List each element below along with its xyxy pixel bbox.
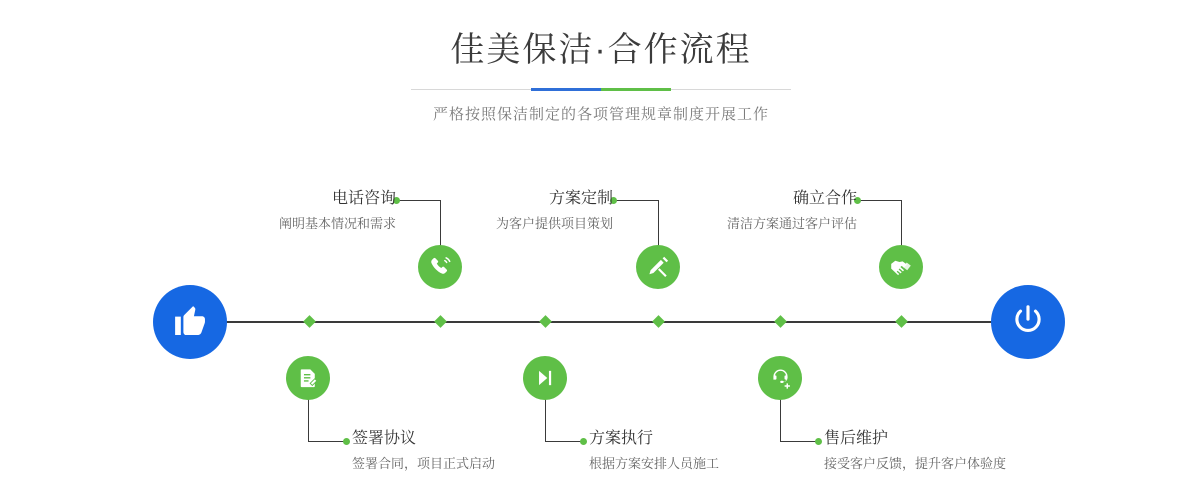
step-title: 签署协议	[352, 430, 417, 447]
timeline-start-badge	[153, 285, 227, 359]
step-connector-horizontal	[780, 441, 818, 442]
step-desc: 为客户提供项目策划	[495, 216, 613, 231]
step-desc: 阐明基本情况和需求	[278, 216, 396, 231]
timeline-node-marker	[434, 315, 447, 328]
step-desc: 接受客户反馈，提升客户体验度	[824, 456, 1007, 471]
step-connector-vertical	[780, 396, 781, 441]
play-forward-icon	[523, 356, 567, 400]
step-bullet	[343, 438, 350, 445]
step-bullet	[580, 438, 587, 445]
step-connector-horizontal	[857, 200, 902, 201]
step-title: 方案定制	[548, 190, 613, 207]
thumbs-up-icon	[171, 301, 209, 344]
timeline-node-marker	[652, 315, 665, 328]
timeline-node-marker	[303, 315, 316, 328]
timeline-node-marker	[539, 315, 552, 328]
customer-service-add-icon	[758, 356, 802, 400]
step-desc: 签署合同，项目正式启动	[352, 456, 496, 471]
step-label-3	[370, 188, 613, 234]
step-connector-horizontal	[545, 441, 583, 442]
step-label-5	[640, 188, 857, 234]
timeline-node-marker	[895, 315, 908, 328]
step-title: 电话咨询	[331, 190, 396, 207]
step-desc: 清洁方案通过客户评估	[726, 216, 857, 231]
step-title: 售后维护	[824, 430, 889, 447]
step-connector-vertical	[545, 396, 546, 441]
handshake-icon	[879, 245, 923, 289]
power-icon	[1010, 302, 1046, 343]
step-label-6	[824, 428, 1184, 474]
step-connector-vertical	[901, 200, 902, 246]
step-bullet	[815, 438, 822, 445]
timeline-node-marker	[774, 315, 787, 328]
step-label-1	[120, 188, 396, 234]
pencil-ruler-icon	[636, 245, 680, 289]
step-title: 确立合作	[792, 190, 857, 207]
document-edit-icon	[286, 356, 330, 400]
step-title: 方案执行	[589, 430, 654, 447]
timeline-axis	[160, 321, 1045, 323]
page-subtitle: 严格按照保洁制定的各项管理规章制度开展工作	[432, 106, 769, 123]
phone-call-icon	[418, 245, 462, 289]
step-connector-vertical	[308, 396, 309, 441]
page-title: 佳美保洁·合作流程	[450, 31, 752, 69]
timeline-end-badge	[991, 285, 1065, 359]
step-desc: 根据方案安排人员施工	[589, 456, 720, 471]
step-connector-horizontal	[308, 441, 346, 442]
